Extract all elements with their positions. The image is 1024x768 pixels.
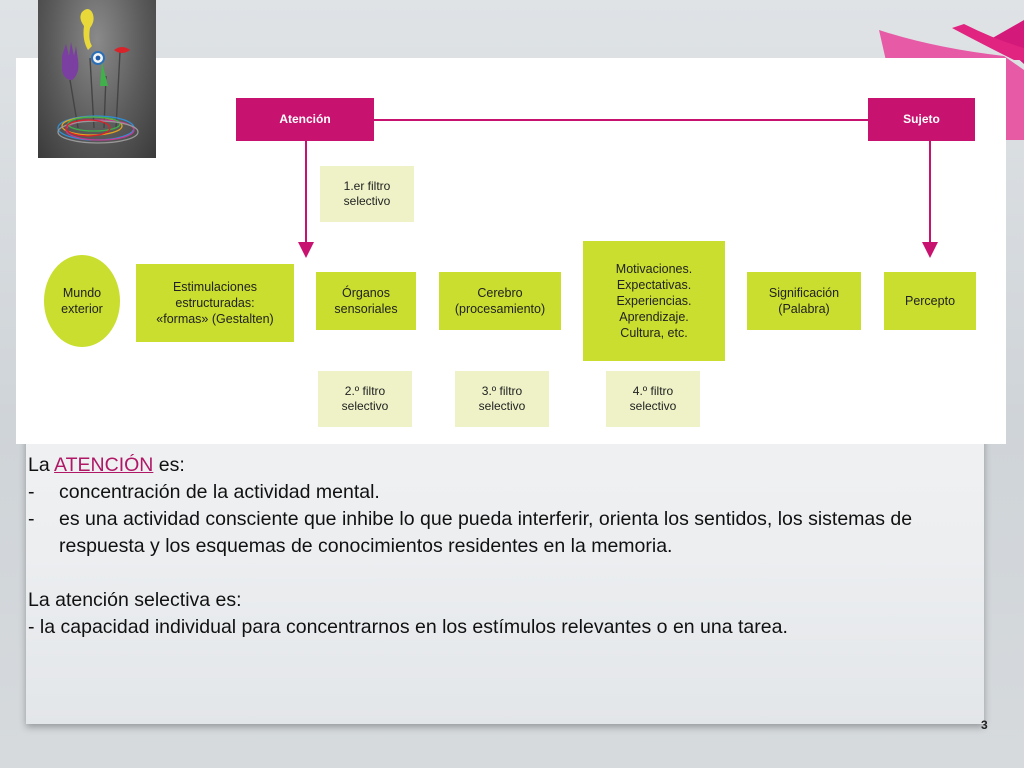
node-filtro-1: 1.er filtro selectivo	[320, 166, 414, 222]
bullet-item	[28, 479, 968, 506]
senses-sculpture-illustration	[38, 0, 156, 158]
node-sujeto: Sujeto	[868, 98, 975, 141]
atencion-keyword: ATENCIÓN	[54, 454, 154, 476]
node-cerebro: Cerebro (procesamiento)	[439, 272, 561, 330]
node-mundo-exterior: Mundo exterior	[44, 255, 120, 347]
node-estimulaciones: Estimulaciones estructuradas: «formas» (Gestalten)	[136, 264, 294, 342]
node-atencion: Atención	[236, 98, 374, 141]
bullet-text: concentración de la actividad mental.	[59, 481, 380, 503]
node-significacion: Significación (Palabra)	[747, 272, 861, 330]
bullet-text: es una actividad consciente que inhibe lo que pueda interferir, orienta los sentidos, los sistemas de respuesta y los esquemas de conocimientos residentes en la memoria.	[59, 508, 913, 557]
bullet-dash: -	[28, 508, 35, 530]
node-organos-sensoriales: Órganos sensoriales	[316, 272, 416, 330]
node-filtro-2: 2.º filtro selectivo	[318, 371, 412, 427]
node-filtro-4: 4.º filtro selectivo	[606, 371, 700, 427]
page-number: 3	[981, 718, 988, 732]
node-motivaciones: Motivaciones. Expectativas. Experiencias. Aprendizaje. Cultura, etc.	[583, 241, 725, 361]
node-percepto: Percepto	[884, 272, 976, 330]
attention-diagram	[16, 58, 1006, 444]
selectiva-heading: La atención selectiva es:	[28, 589, 242, 611]
selectiva-definition: - la capacidad individual para concentrarnos en los estímulos relevantes o en una tarea.	[28, 616, 788, 638]
bullet-item	[28, 506, 968, 560]
node-filtro-3: 3.º filtro selectivo	[455, 371, 549, 427]
senses-sculpture-photo	[38, 0, 156, 158]
definition-text	[28, 452, 968, 641]
atencion-definition-heading: La ATENCIÓN es:	[28, 454, 185, 476]
bullet-dash: -	[28, 481, 35, 503]
